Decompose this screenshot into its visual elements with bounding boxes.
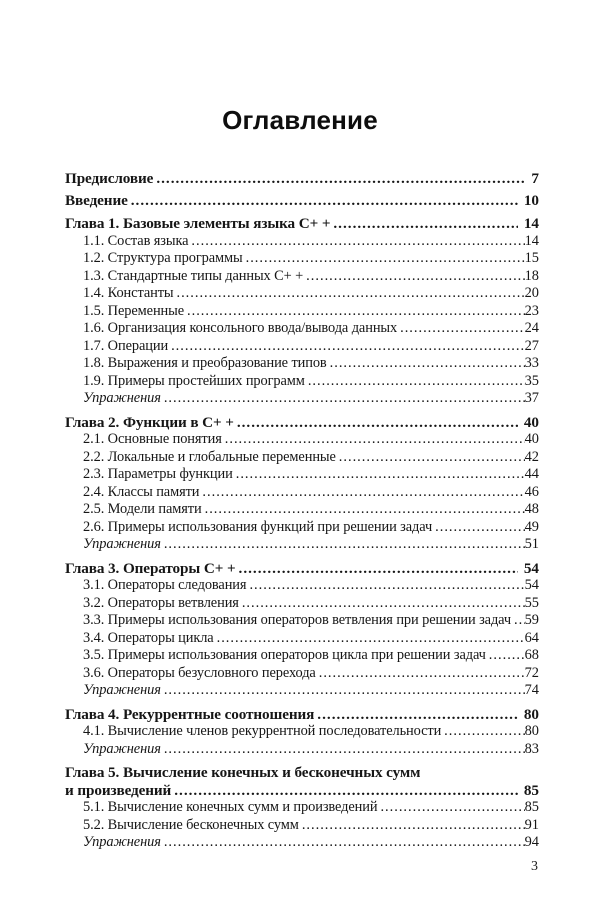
toc-entry <box>65 215 539 233</box>
toc-entry <box>65 595 539 613</box>
dot-leader <box>400 320 525 338</box>
dot-leader <box>174 782 518 800</box>
toc-entry-page: 94 <box>524 834 539 850</box>
toc-entry <box>65 782 539 800</box>
toc-entry-label: 3.4. Операторы цикла <box>83 629 214 646</box>
dot-leader <box>171 338 525 356</box>
toc-entry <box>65 817 539 835</box>
dot-leader <box>236 466 525 484</box>
dot-leader <box>164 390 525 408</box>
toc-entry-page: 80 <box>524 723 539 739</box>
toc-entry-page: 35 <box>524 372 539 389</box>
toc-entry-label: 1.7. Операции <box>83 337 169 354</box>
toc-entry-label: 1.3. Стандартные типы данных C+ + <box>83 267 304 284</box>
toc-entry-page: 51 <box>524 536 539 552</box>
toc-entry-label: 5.2. Вычисление бесконечных сумм <box>83 816 299 833</box>
toc-entry-page: 27 <box>524 337 539 354</box>
toc-entry-page: 23 <box>524 302 539 319</box>
toc-entry-label: 2.4. Классы памяти <box>83 483 200 500</box>
toc-entry-label: Упражнения <box>83 740 161 757</box>
toc-entry-page: 20 <box>524 285 539 301</box>
toc-entry <box>65 250 539 268</box>
toc-entry-label: Упражнения <box>83 536 161 552</box>
toc-entry <box>65 536 539 554</box>
toc-entry-page: 40 <box>523 413 539 431</box>
toc-entry-page: 59 <box>524 612 539 628</box>
toc-entry <box>65 519 539 537</box>
dot-leader <box>205 501 525 519</box>
toc-entry <box>65 630 539 648</box>
toc-entry-page: 18 <box>524 267 539 284</box>
toc-entry-page: 14 <box>524 232 539 249</box>
toc-entry <box>65 320 539 338</box>
toc-entry-label: 2.2. Локальные и глобальные переменные <box>83 448 336 465</box>
dot-leader <box>187 303 525 321</box>
dot-leader <box>444 723 524 741</box>
toc-entry-page: 80 <box>523 705 539 723</box>
toc-entry <box>65 303 539 321</box>
dot-leader <box>489 647 525 665</box>
table-of-contents <box>65 166 539 852</box>
toc-entry-label: 1.8. Выражения и преобразование типов <box>83 355 327 371</box>
toc-entry-label: 1.6. Организация консольного ввода/вывода данных <box>83 320 398 336</box>
toc-entry-page: 37 <box>524 390 539 406</box>
toc-entry-page: 24 <box>524 320 539 336</box>
toc-entry-label: Глава 2. Функции в C+ + <box>65 413 234 431</box>
toc-entry-label: 1.1. Состав языка <box>83 232 189 249</box>
dot-leader <box>514 612 525 630</box>
toc-entry <box>65 466 539 484</box>
toc-entry-page: 7 <box>531 170 539 187</box>
toc-entry <box>65 665 539 683</box>
toc-entry-page: 72 <box>524 664 539 681</box>
dot-leader <box>435 519 524 537</box>
toc-entry <box>65 647 539 665</box>
dot-leader <box>302 817 525 835</box>
toc-entry <box>65 355 539 373</box>
page-title: Оглавление <box>222 105 378 135</box>
toc-entry-page: 64 <box>524 629 539 646</box>
toc-entry-label: 1.5. Переменные <box>83 302 184 319</box>
toc-entry-label: 2.6. Примеры использования функций при решении задач <box>83 518 433 535</box>
toc-entry <box>65 834 539 852</box>
toc-entry <box>65 192 539 210</box>
toc-entry <box>65 577 539 595</box>
toc-entry <box>65 431 539 449</box>
toc-entry-label: 1.9. Примеры простейших программ <box>83 372 305 389</box>
dot-leader <box>242 595 525 613</box>
dot-leader <box>333 215 517 233</box>
toc-entry <box>65 706 539 724</box>
toc-entry <box>65 560 539 578</box>
dot-leader <box>176 285 524 303</box>
toc-entry-label: Упражнения <box>83 682 161 698</box>
dot-leader <box>191 233 524 251</box>
toc-entry <box>65 741 539 759</box>
dot-leader <box>308 373 525 391</box>
dot-leader <box>380 799 524 817</box>
dot-leader <box>339 449 525 467</box>
toc-entry-page: 44 <box>524 466 539 482</box>
toc-entry <box>65 338 539 356</box>
toc-entry-page: 40 <box>524 431 539 447</box>
dot-leader <box>164 682 525 700</box>
toc-entry <box>65 390 539 408</box>
toc-entry <box>65 484 539 502</box>
toc-entry <box>65 373 539 391</box>
toc-entry <box>65 612 539 630</box>
dot-leader <box>131 192 518 210</box>
toc-entry-label: Глава 4. Рекуррентные соотношения <box>65 705 315 723</box>
dot-leader <box>237 414 518 432</box>
toc-entry <box>65 170 539 188</box>
dot-leader <box>239 560 518 578</box>
toc-entry-label: Глава 5. Вычисление конечных и бесконечных сумм <box>65 764 421 781</box>
toc-entry-page: 10 <box>523 191 539 209</box>
toc-entry <box>65 682 539 700</box>
toc-entry-label: 1.2. Структура программы <box>83 250 243 266</box>
toc-entry-label: 3.2. Операторы ветвления <box>83 594 239 611</box>
toc-entry-page: 85 <box>523 781 539 799</box>
toc-entry-label: 4.1. Вычисление членов рекуррентной последовательности <box>83 723 442 739</box>
toc-entry-page: 54 <box>524 577 539 593</box>
toc-entry-page: 54 <box>523 559 539 577</box>
toc-entry-label: 3.5. Примеры использования операторов цикла при решении задач <box>83 647 486 663</box>
dot-leader <box>202 484 524 502</box>
dot-leader <box>246 250 525 268</box>
toc-entry-page: 85 <box>524 799 539 815</box>
toc-entry-label: Предисловие <box>65 170 154 187</box>
dot-leader <box>164 536 525 554</box>
dot-leader <box>225 431 525 449</box>
toc-entry-label: Глава 3. Операторы C+ + <box>65 559 236 577</box>
toc-entry-page: 74 <box>524 682 539 698</box>
toc-entry <box>65 764 539 782</box>
toc-entry-label: 2.3. Параметры функции <box>83 466 233 482</box>
toc-entry-page: 46 <box>524 483 539 500</box>
toc-entry-label: 1.4. Константы <box>83 285 174 301</box>
toc-entry-page: 42 <box>524 448 539 465</box>
toc-entry-page: 49 <box>524 518 539 535</box>
toc-entry-page: 15 <box>524 250 539 266</box>
toc-entry-label: Упражнения <box>83 834 161 850</box>
toc-entry-label: Упражнения <box>83 390 161 406</box>
page-number: 3 <box>531 859 538 874</box>
toc-entry <box>65 414 539 432</box>
toc-entry <box>65 799 539 817</box>
dot-leader <box>217 630 525 648</box>
toc-entry-page: 14 <box>523 215 539 232</box>
dot-leader <box>164 741 525 759</box>
toc-entry-page: 48 <box>524 501 539 517</box>
toc-entry-label: Введение <box>65 191 128 209</box>
toc-entry-label: 3.3. Примеры использования операторов ветвления при решении задач <box>83 612 512 628</box>
toc-entry-label: 3.6. Операторы безусловного перехода <box>83 664 316 681</box>
toc-entry-label: и произведений <box>65 781 172 799</box>
toc-entry-label: 5.1. Вычисление конечных сумм и произведений <box>83 799 378 815</box>
toc-entry-label: 2.1. Основные понятия <box>83 431 222 447</box>
toc-entry <box>65 285 539 303</box>
dot-leader <box>306 268 524 286</box>
toc-entry-page: 83 <box>524 740 539 757</box>
toc-entry-page: 68 <box>524 647 539 663</box>
dot-leader <box>164 834 525 852</box>
toc-entry <box>65 723 539 741</box>
dot-leader <box>330 355 525 373</box>
toc-entry <box>65 268 539 286</box>
dot-leader <box>156 170 525 188</box>
dot-leader <box>317 706 518 724</box>
dot-leader <box>319 665 525 683</box>
toc-entry <box>65 501 539 519</box>
toc-entry-label: 2.5. Модели памяти <box>83 501 202 517</box>
dot-leader <box>249 577 524 595</box>
toc-entry-label: 3.1. Операторы следования <box>83 577 247 593</box>
toc-entry-page: 55 <box>524 594 539 611</box>
toc-entry <box>65 449 539 467</box>
toc-entry-label: Глава 1. Базовые элементы языка C+ + <box>65 215 331 232</box>
toc-entry-page: 33 <box>524 355 539 371</box>
toc-entry <box>65 233 539 251</box>
toc-entry-page: 91 <box>524 816 539 833</box>
